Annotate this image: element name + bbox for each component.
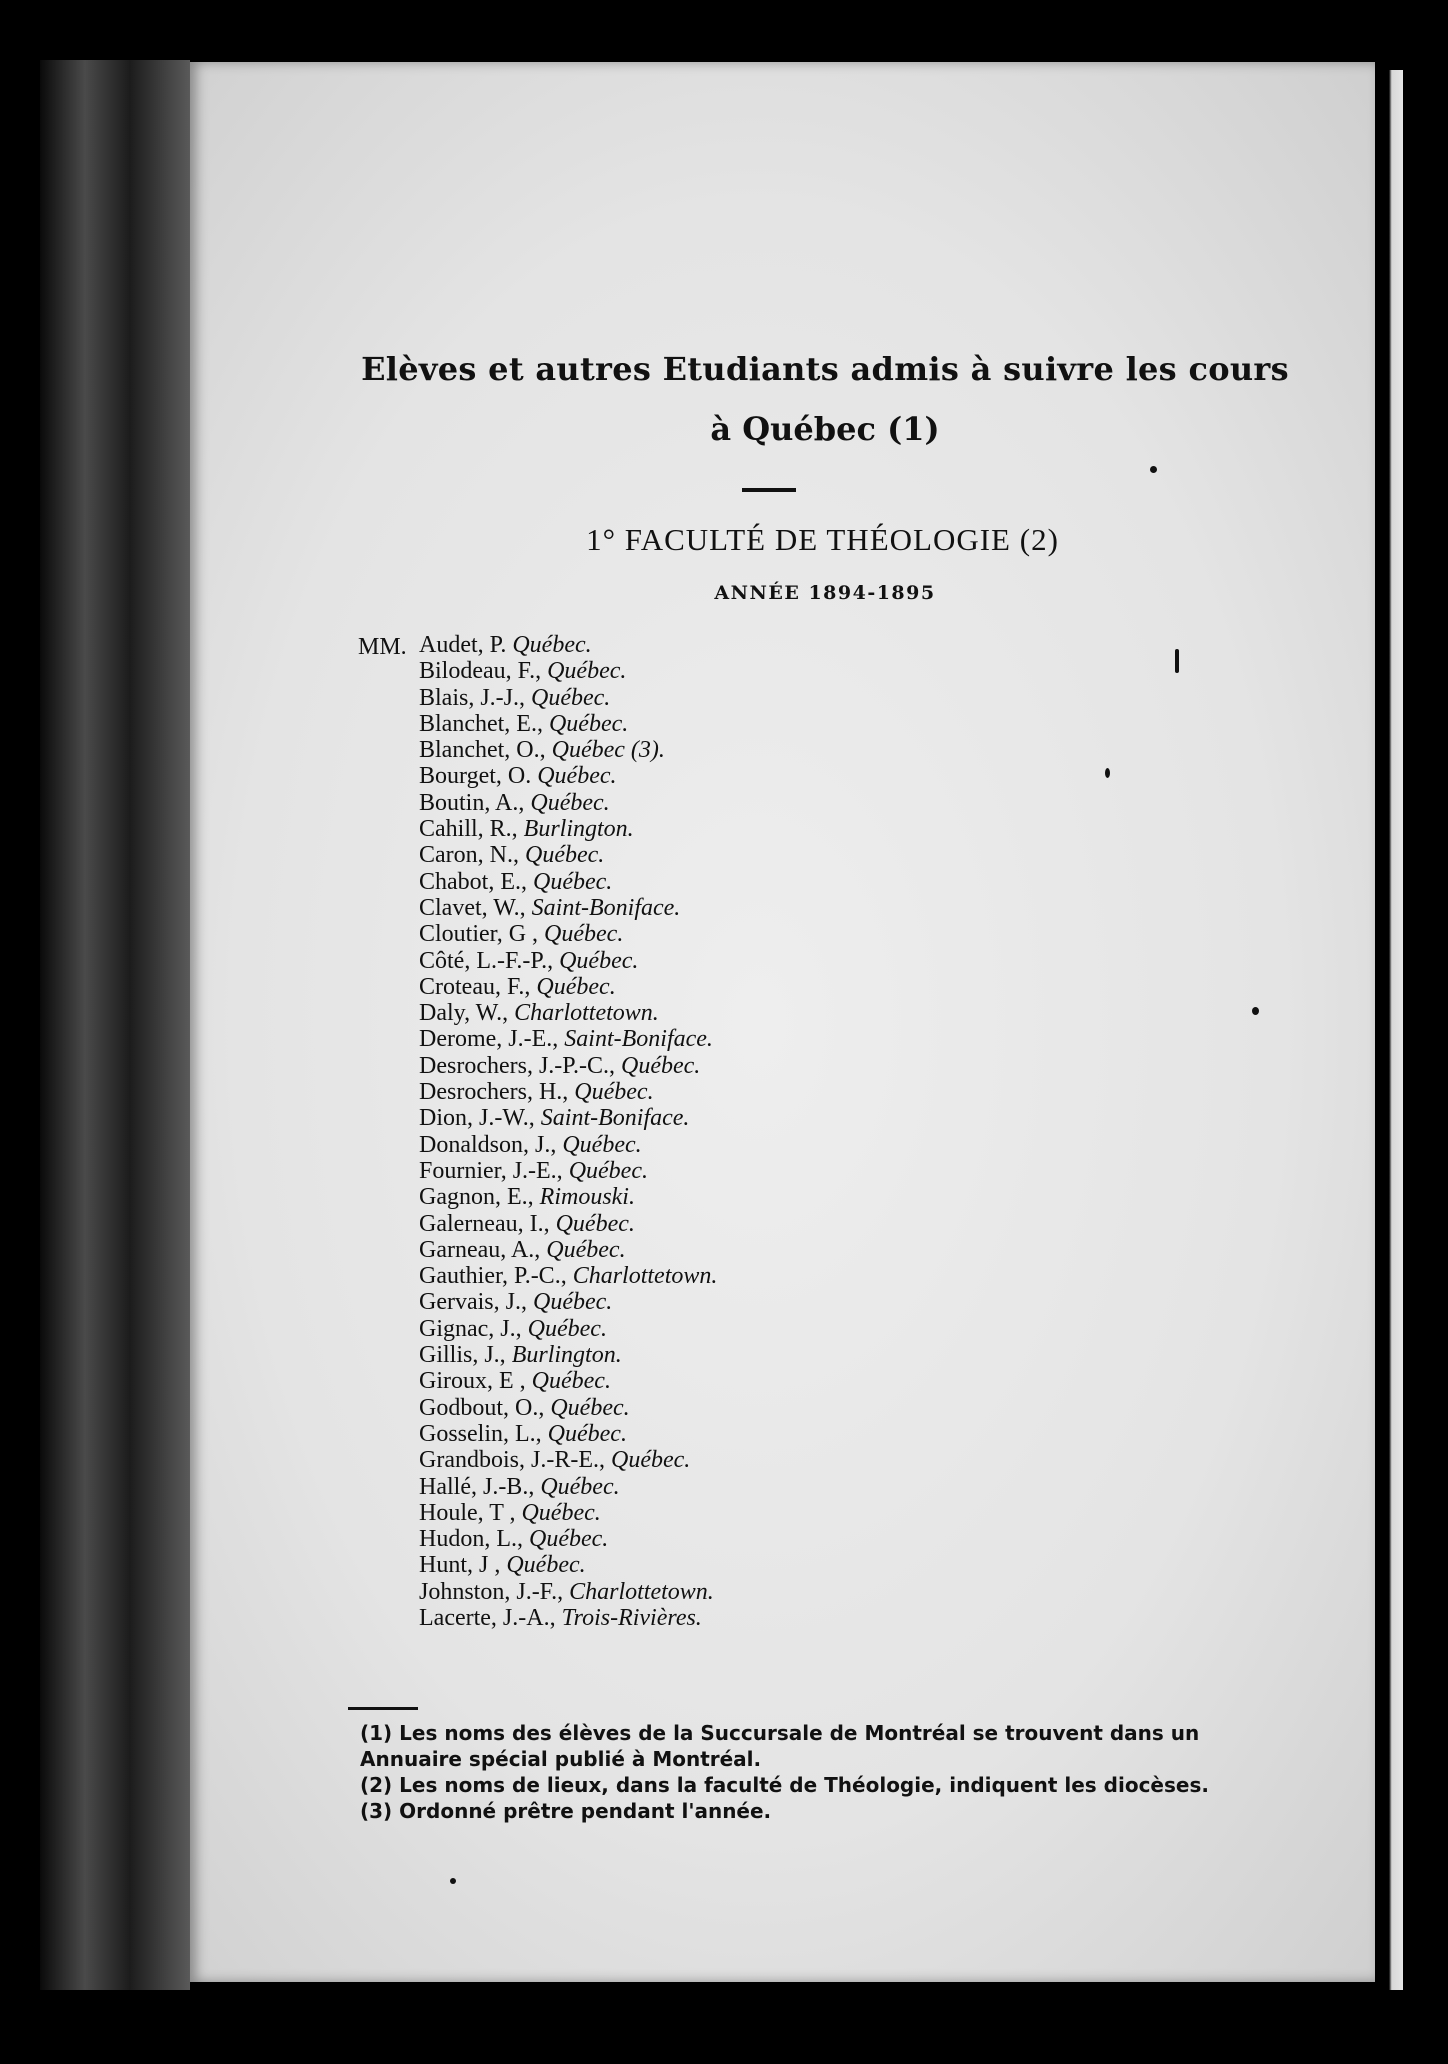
student-diocese: Québec. (544, 921, 624, 948)
ink-speck (450, 1878, 456, 1884)
student-diocese: Québec. (568, 1157, 648, 1184)
student-entry (419, 1526, 717, 1552)
student-entry (419, 1342, 717, 1368)
student-entry (419, 1211, 717, 1237)
student-name: Grandbois, J.-R-E., (419, 1447, 605, 1474)
student-entry (419, 632, 717, 658)
student-entry (419, 1263, 717, 1289)
student-entry (419, 895, 717, 921)
student-entry (419, 974, 717, 1000)
student-entry (419, 1000, 717, 1026)
student-entry (419, 763, 717, 789)
student-name: Fournier, J.-E., (419, 1157, 563, 1184)
student-diocese: Saint-Boniface. (564, 1026, 713, 1053)
student-name: Chabot, E., (419, 868, 527, 895)
ink-speck (1150, 466, 1157, 473)
student-diocese: Québec. (574, 1079, 654, 1106)
student-diocese: Québec. (536, 973, 616, 1000)
student-name: Gignac, J., (419, 1315, 522, 1342)
student-name: Cloutier, G , (419, 921, 539, 948)
student-diocese: Québec. (540, 1473, 620, 1500)
student-diocese: Québec. (555, 1210, 635, 1237)
student-entry (419, 1552, 717, 1578)
student-entry (419, 1316, 717, 1342)
footnote-divider (348, 1707, 418, 1710)
student-name: Desrochers, J.-P.-C., (419, 1052, 615, 1079)
student-diocese: Québec. (530, 789, 610, 816)
footnote-3: (3) Ordonné prêtre pendant l'année. (360, 1799, 772, 1823)
student-diocese: Québec. (562, 1131, 642, 1158)
student-entry (419, 1395, 717, 1421)
student-diocese: Rimouski. (539, 1184, 635, 1211)
student-diocese: Saint-Boniface. (540, 1105, 690, 1132)
student-name: Garneau, A., (419, 1236, 541, 1263)
student-name: Gillis, J., (419, 1342, 506, 1369)
student-name: Blanchet, E., (419, 710, 543, 737)
student-diocese: Charlottetown. (569, 1578, 714, 1605)
student-name: Croteau, F., (419, 973, 531, 1000)
student-name: Dion, J.-W., (419, 1105, 535, 1132)
student-entry (419, 658, 717, 684)
student-diocese: Québec. (521, 1499, 601, 1526)
student-entry (419, 1447, 717, 1473)
student-entry (419, 1105, 717, 1131)
student-entry (419, 1421, 717, 1447)
student-diocese: Saint-Boniface. (531, 894, 681, 921)
student-name: Gagnon, E., (419, 1184, 534, 1211)
student-entry (419, 1158, 717, 1184)
book-page (190, 62, 1375, 1982)
footnotes (360, 1720, 1240, 1824)
student-name: Hallé, J.-B., (419, 1473, 535, 1500)
student-entry (419, 816, 717, 842)
student-entry (419, 1289, 717, 1315)
student-name: Johnston, J.-F., (419, 1578, 564, 1605)
student-entry (419, 711, 717, 737)
student-name: Bilodeau, F., (419, 658, 542, 685)
faculty-heading: 1° FACULTÉ DE THÉOLOGIE (2) (586, 522, 1059, 557)
student-name: Bourget, O. (419, 763, 532, 790)
student-name: Derome, J.-E., (419, 1026, 559, 1053)
student-diocese: Québec. (547, 658, 627, 685)
student-name: Galerneau, I., (419, 1210, 550, 1237)
student-diocese: Québec. (550, 1394, 630, 1421)
student-diocese: Québec. (547, 1420, 627, 1447)
page-title: Elèves et autres Etudiants admis à suivre les cours (361, 350, 1289, 388)
page-edge (1375, 70, 1403, 1990)
student-entry (419, 869, 717, 895)
student-diocese: Québec. (537, 763, 617, 790)
student-diocese: Burlington. (511, 1342, 622, 1369)
student-entry (419, 737, 717, 763)
student-diocese: Québec. (531, 1368, 611, 1395)
footnote-1-continuation: Annuaire spécial publié à Montréal. (360, 1747, 762, 1771)
student-entry (419, 921, 717, 947)
book-binding (40, 60, 190, 1990)
student-diocese: Québec. (529, 1526, 609, 1553)
student-diocese: Québec. (531, 684, 611, 711)
honorific-label: MM. (358, 634, 407, 660)
student-entry (419, 1026, 717, 1052)
student-diocese: Burlington. (523, 816, 634, 843)
student-name: Giroux, E , (419, 1368, 526, 1395)
student-entry (419, 948, 717, 974)
student-name: Clavet, W., (419, 894, 526, 921)
student-diocese: Québec. (559, 947, 639, 974)
footnote-2: (2) Les noms de lieux, dans la faculté de Théologie, indiquent les diocèses. (360, 1773, 1209, 1797)
student-entry (419, 1605, 717, 1631)
student-name: Gauthier, P.-C., (419, 1263, 567, 1290)
student-entry (419, 1237, 717, 1263)
student-name: Gosselin, L., (419, 1420, 542, 1447)
student-diocese: Québec. (532, 1289, 613, 1316)
student-diocese: Québec. (610, 1447, 691, 1474)
academic-year: ANNÉE 1894-1895 (714, 582, 936, 604)
student-list (419, 632, 717, 1631)
student-name: Houle, T , (419, 1499, 516, 1526)
student-entry (419, 790, 717, 816)
student-name: Lacerte, J.-A., (419, 1604, 556, 1631)
student-name: Desrochers, H., (419, 1079, 569, 1106)
student-name: Boutin, A., (419, 789, 525, 816)
student-diocese: Québec. (527, 1315, 607, 1342)
student-name: Daly, W., (419, 1000, 509, 1027)
student-name: Blanchet, O., (419, 737, 546, 764)
student-name: Blais, J.-J., (419, 684, 526, 711)
title-divider (742, 488, 796, 492)
student-name: Cahill, R., (419, 816, 518, 843)
student-name: Audet, P. (419, 632, 507, 658)
student-entry (419, 842, 717, 868)
student-name: Côté, L.-F.-P., (419, 947, 554, 974)
student-diocese: Québec (3). (551, 737, 665, 764)
student-entry (419, 1053, 717, 1079)
student-entry (419, 1579, 717, 1605)
student-name: Donaldson, J., (419, 1131, 557, 1158)
student-diocese: Québec. (533, 868, 613, 895)
student-entry (419, 685, 717, 711)
student-entry (419, 1132, 717, 1158)
student-diocese: Québec. (512, 632, 592, 658)
student-diocese: Québec. (620, 1052, 701, 1079)
student-diocese: Charlottetown. (572, 1263, 718, 1290)
ink-speck (1252, 1007, 1259, 1015)
student-diocese: Trois-Rivières. (561, 1604, 702, 1631)
student-diocese: Charlottetown. (514, 1000, 659, 1027)
student-entry (419, 1079, 717, 1105)
student-entry (419, 1368, 717, 1394)
footnote-1: (1) Les noms des élèves de la Succursale de Montréal se trouvent dans un (360, 1721, 1200, 1745)
student-entry (419, 1500, 717, 1526)
student-name: Hunt, J , (419, 1552, 501, 1579)
ink-speck (1105, 768, 1110, 778)
student-name: Hudon, L., (419, 1526, 523, 1553)
student-name: Caron, N., (419, 842, 519, 869)
student-name: Gervais, J., (419, 1289, 527, 1316)
student-diocese: Québec. (548, 710, 629, 737)
student-diocese: Québec. (546, 1236, 626, 1263)
student-diocese: Québec. (524, 842, 605, 869)
page-title-continuation: à Québec (1) (710, 410, 940, 448)
student-entry (419, 1474, 717, 1500)
student-diocese: Québec. (506, 1552, 586, 1579)
ink-speck (1175, 649, 1179, 673)
student-entry (419, 1184, 717, 1210)
student-name: Godbout, O., (419, 1394, 545, 1421)
